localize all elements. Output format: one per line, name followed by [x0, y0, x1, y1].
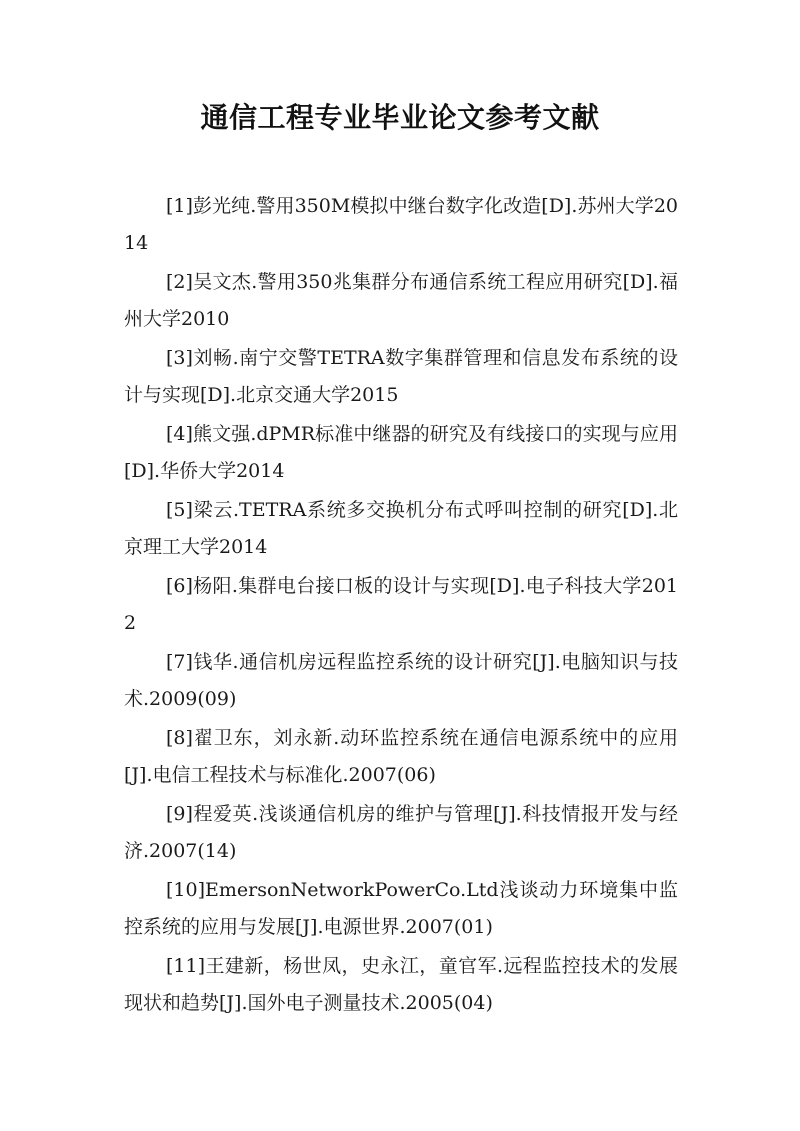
reference-item-8: [8]翟卫东，刘永新.动环监控系统在通信电源系统中的应用[J].电信工程技术与标准化.2007(06): [124, 727, 678, 786]
reference-item-4: [4]熊文强.dPMR标准中继器的研究及有线接口的实现与应用[D].华侨大学2014: [124, 423, 678, 482]
reference-item-10: [10]EmersonNetworkPowerCo.Ltd浅谈动力环境集中监控系统的应用与发展[J].电源世界.2007(01): [124, 879, 678, 938]
reference-item-3: [3]刘畅.南宁交警TETRA数字集群管理和信息发布系统的设计与实现[D].北京交通大学2015: [124, 347, 678, 406]
reference-item-9: [9]程爱英.浅谈通信机房的维护与管理[J].科技情报开发与经济.2007(14): [124, 803, 678, 862]
document-title: 通信工程专业毕业论文参考文献: [200, 101, 600, 134]
reference-item-6: [6]杨阳.集群电台接口板的设计与实现[D].电子科技大学2012: [124, 575, 678, 634]
reference-item-2: [2]吴文杰.警用350兆集群分布通信系统工程应用研究[D].福州大学2010: [124, 271, 678, 330]
reference-item-1: [1]彭光纯.警用350M模拟中继台数字化改造[D].苏州大学2014: [124, 195, 678, 254]
reference-item-11: [11]王建新，杨世凤，史永江，童官军.远程监控技术的发展现状和趋势[J].国外电子测量技术.2005(04): [124, 955, 678, 1014]
reference-list: [124, 188, 678, 1024]
reference-item-7: [7]钱华.通信机房远程监控系统的设计研究[J].电脑知识与技术.2009(09): [124, 651, 678, 710]
reference-item-5: [5]梁云.TETRA系统多交换机分布式呼叫控制的研究[D].北京理工大学2014: [124, 499, 678, 558]
